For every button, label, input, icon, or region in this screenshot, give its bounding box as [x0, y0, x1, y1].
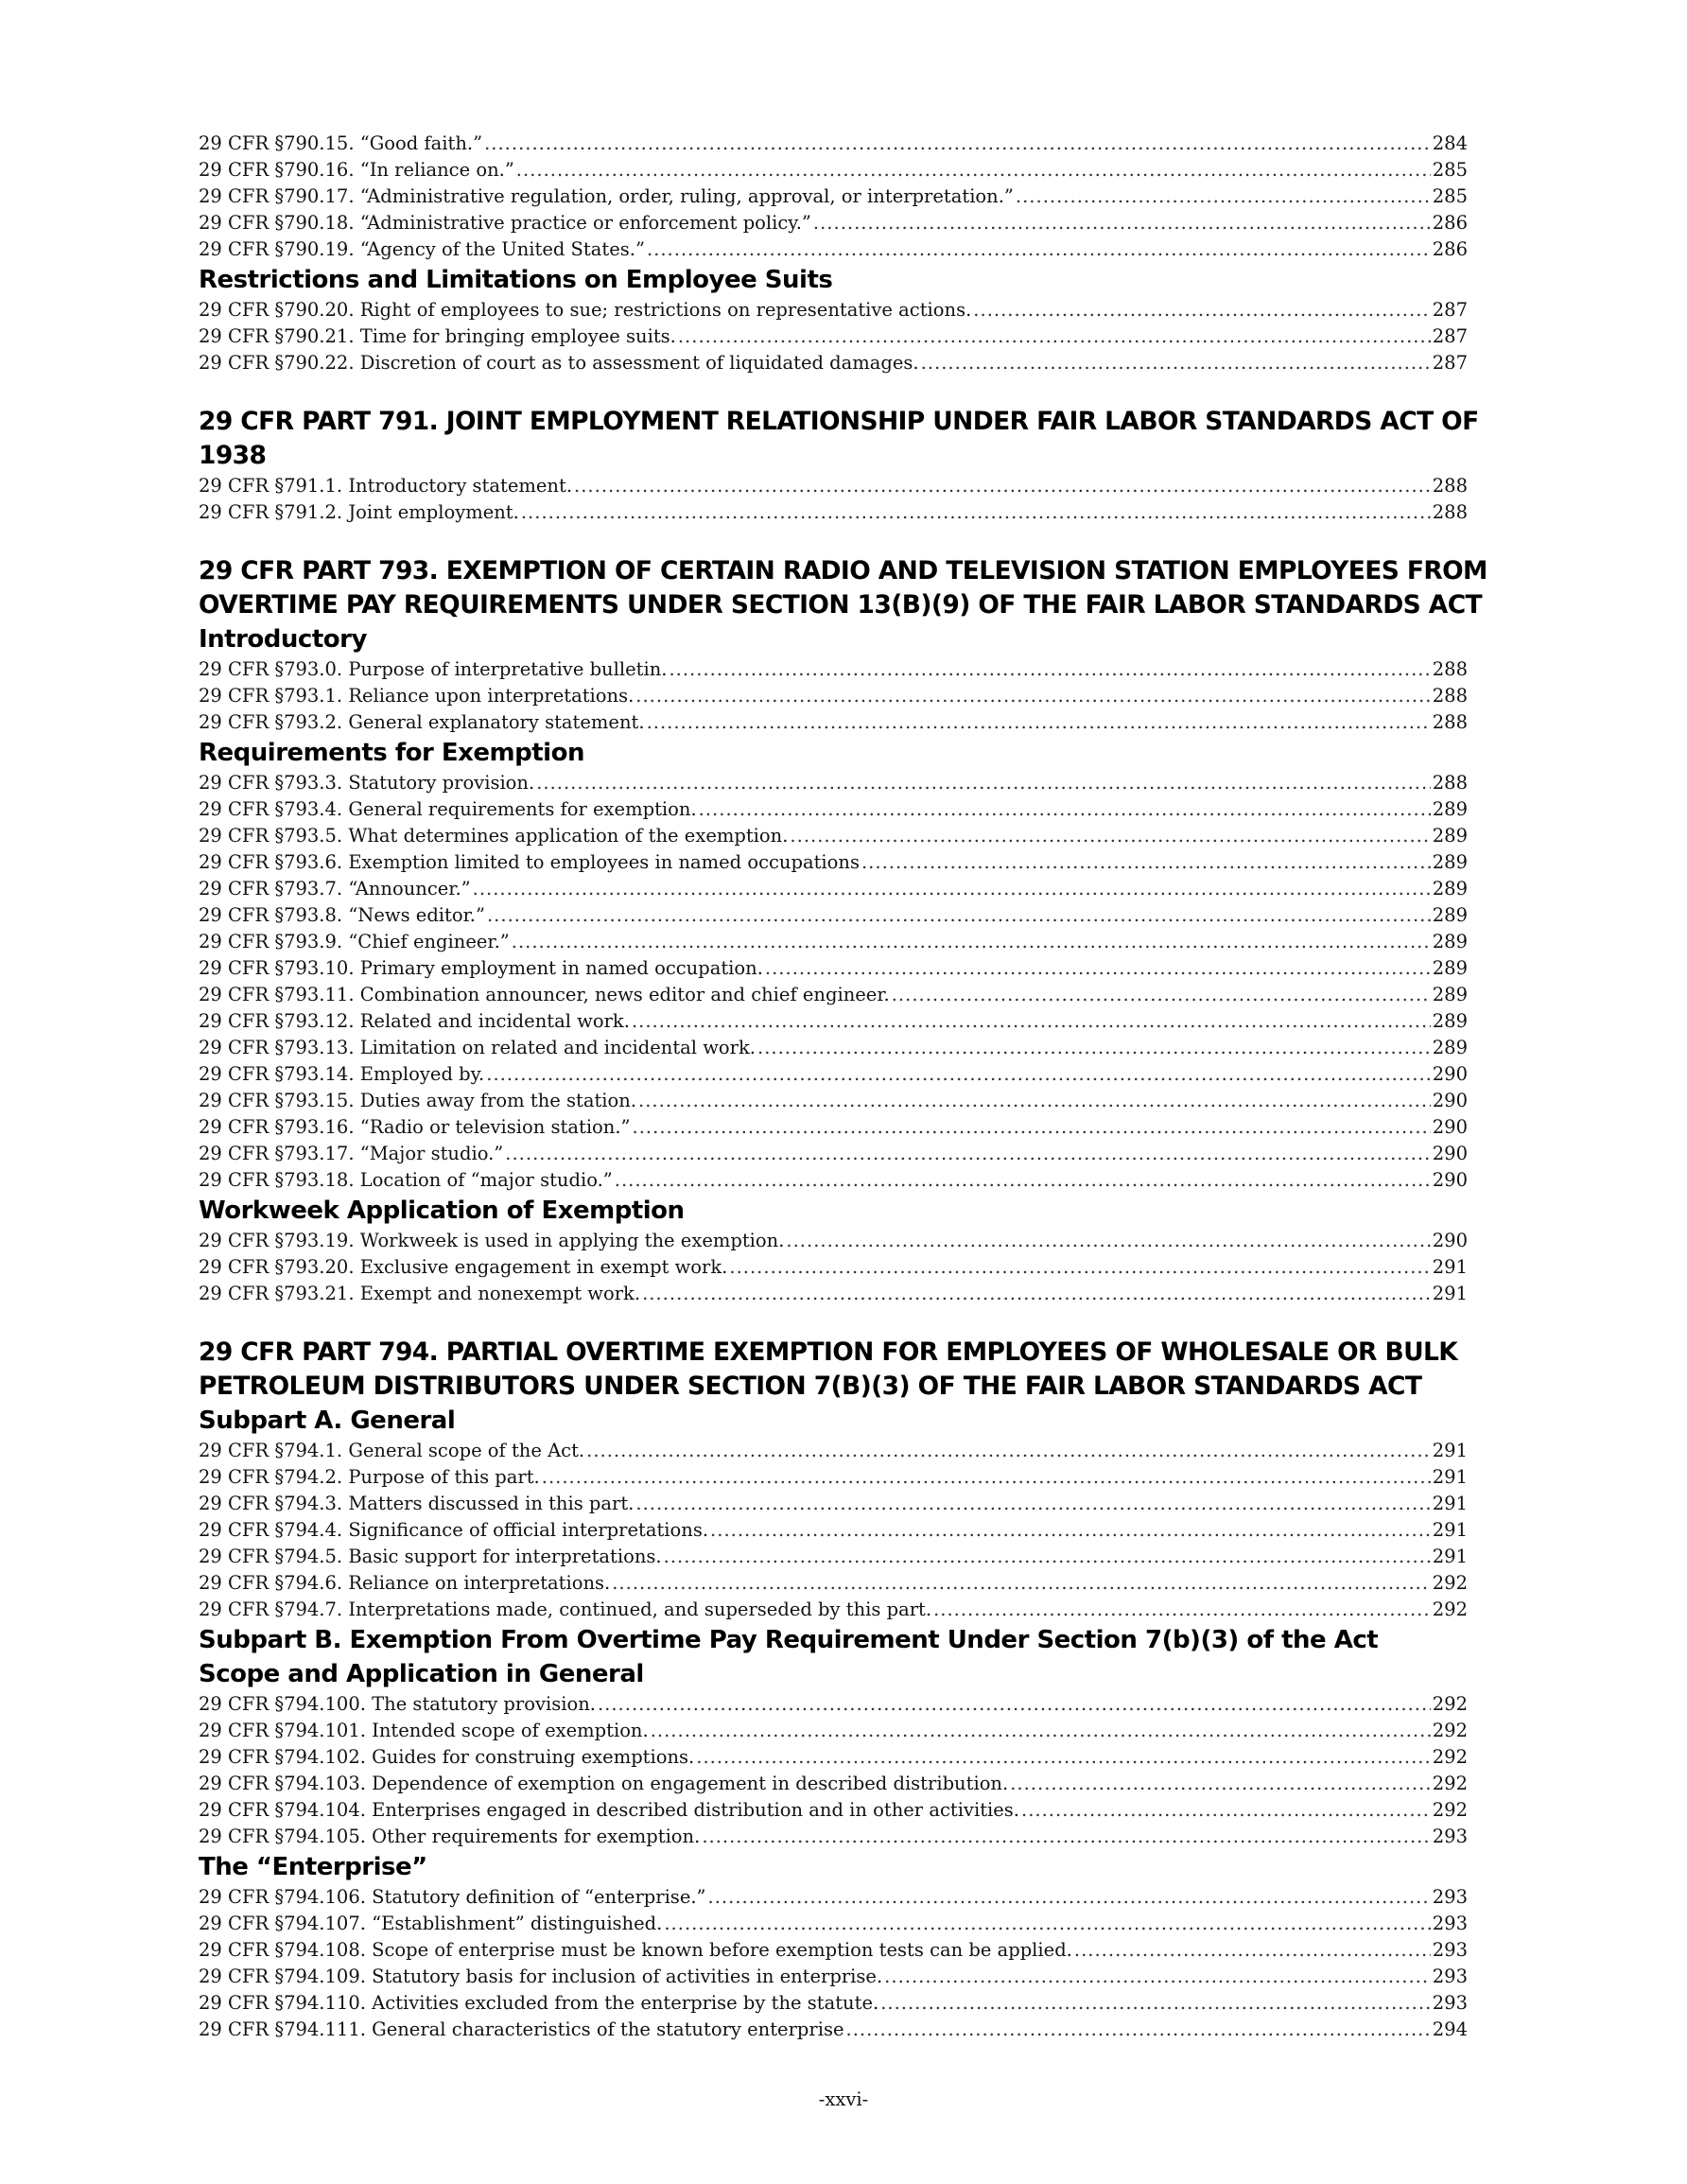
- dot-leader: [813, 210, 1431, 236]
- part-heading: [199, 1336, 1468, 1404]
- toc-entry[interactable]: [199, 1990, 1468, 2017]
- dot-leader: [536, 770, 1431, 796]
- entry-title: 29 CFR §794.5. Basic support for interpretations.: [199, 1546, 662, 1567]
- dot-leader: [615, 1167, 1431, 1194]
- entry-page-number: 291: [1432, 1493, 1468, 1514]
- entry-title: 29 CFR §793.9. “Chief engineer.”: [199, 931, 510, 952]
- toc-entry[interactable]: [199, 1035, 1468, 1061]
- toc-entry[interactable]: [199, 1114, 1468, 1141]
- dot-leader: [729, 1254, 1430, 1281]
- dot-leader: [696, 1744, 1431, 1771]
- entry-title: 29 CFR §793.6. Exemption limited to employees in named occupations: [199, 851, 860, 873]
- toc-entry[interactable]: [199, 297, 1468, 323]
- entry-title: 29 CFR §793.19. Workweek is used in applying the exemption.: [199, 1230, 785, 1251]
- dot-leader: [542, 1464, 1431, 1491]
- dot-leader: [473, 876, 1431, 902]
- toc-entry[interactable]: [199, 1964, 1468, 1990]
- dot-leader: [921, 350, 1431, 376]
- entry-page-number: 287: [1432, 299, 1468, 321]
- toc-entry[interactable]: [199, 1718, 1468, 1744]
- dot-leader: [612, 1570, 1431, 1597]
- entry-page-number: 291: [1432, 1440, 1468, 1461]
- dot-leader: [647, 236, 1431, 263]
- dot-leader: [790, 823, 1430, 849]
- toc-entry[interactable]: [199, 683, 1468, 709]
- toc-entry[interactable]: [199, 1824, 1468, 1850]
- entry-page-number: 289: [1432, 798, 1468, 820]
- entry-title: 29 CFR §793.17. “Major studio.”: [199, 1143, 504, 1164]
- entry-page-number: 290: [1432, 1090, 1468, 1111]
- entry-title: 29 CFR §790.16. “In reliance on.”: [199, 159, 514, 181]
- dot-leader: [1021, 1797, 1431, 1824]
- entry-page-number: 287: [1432, 325, 1468, 347]
- dot-leader: [632, 1008, 1431, 1035]
- entry-page-number: 292: [1432, 1746, 1468, 1768]
- dot-leader: [586, 1438, 1431, 1464]
- entry-title: 29 CFR §794.109. Statutory basis for inclusion of activities in enterprise.: [199, 1966, 883, 1987]
- section-heading: Introductory: [199, 625, 367, 654]
- part-heading-line: 29 CFR PART 791. JOINT EMPLOYMENT RELATIONSHIP UNDER FAIR LABOR STANDARDS ACT OF: [199, 407, 1479, 436]
- dot-leader: [892, 982, 1431, 1008]
- entry-page-number: 289: [1432, 1037, 1468, 1058]
- entry-page-number: 293: [1432, 1913, 1468, 1934]
- entry-title: 29 CFR §794.103. Dependence of exemption on engagement in described distribution.: [199, 1773, 1009, 1794]
- entry-page-number: 289: [1432, 957, 1468, 979]
- entry-page-number: 292: [1432, 1693, 1468, 1715]
- dot-leader: [664, 1544, 1431, 1570]
- toc-entry[interactable]: [199, 1254, 1468, 1281]
- entry-page-number: 289: [1432, 1010, 1468, 1032]
- dot-leader: [516, 157, 1431, 183]
- part-heading-line: 29 CFR PART 793. EXEMPTION OF CERTAIN RADIO AND TELEVISION STATION EMPLOYEES FROM: [199, 556, 1487, 585]
- entry-page-number: 286: [1432, 238, 1468, 260]
- entry-title: 29 CFR §794.1. General scope of the Act.: [199, 1440, 585, 1461]
- entry-page-number: 284: [1432, 132, 1468, 154]
- section-heading: Requirements for Exemption: [199, 739, 584, 767]
- dot-leader: [635, 1491, 1430, 1517]
- toc-entry[interactable]: [199, 1797, 1468, 1824]
- dot-leader: [487, 902, 1431, 929]
- dot-leader: [708, 1884, 1431, 1911]
- dot-leader: [638, 1088, 1431, 1114]
- toc-entry[interactable]: [199, 1167, 1468, 1194]
- entry-title: 29 CFR §793.11. Combination announcer, news editor and chief engineer.: [199, 984, 890, 1005]
- entry-title: 29 CFR §790.22. Discretion of court as to assessment of liquidated damages.: [199, 352, 919, 374]
- entry-title: 29 CFR §793.18. Location of “major studio.”: [199, 1169, 613, 1191]
- toc-entry[interactable]: [199, 876, 1468, 902]
- toc-entry[interactable]: [199, 1517, 1468, 1544]
- entry-page-number: 293: [1432, 1966, 1468, 1987]
- part-heading: [199, 405, 1479, 473]
- entry-page-number: 289: [1432, 904, 1468, 926]
- entry-title: 29 CFR §794.107. “Establishment” distinguished.: [199, 1913, 663, 1934]
- entry-title: 29 CFR §793.0. Purpose of interpretative bulletin.: [199, 658, 668, 680]
- dot-leader: [574, 473, 1431, 499]
- entry-title: 29 CFR §794.108. Scope of enterprise must be known before exemption tests can be applied.: [199, 1939, 1072, 1961]
- entry-page-number: 293: [1432, 1826, 1468, 1847]
- toc-entry[interactable]: [199, 1088, 1468, 1114]
- dot-leader: [633, 1114, 1431, 1141]
- toc-entry[interactable]: [199, 1771, 1468, 1797]
- toc-entry[interactable]: [199, 499, 1468, 526]
- entry-title: 29 CFR §794.105. Other requirements for exemption.: [199, 1826, 701, 1847]
- entry-title: 29 CFR §794.2. Purpose of this part.: [199, 1466, 540, 1488]
- entry-page-number: 292: [1432, 1599, 1468, 1620]
- entry-title: 29 CFR §794.4. Significance of official interpretations.: [199, 1519, 709, 1541]
- toc-entry[interactable]: [199, 1570, 1468, 1597]
- entry-title: 29 CFR §794.102. Guides for construing exemptions.: [199, 1746, 695, 1768]
- entry-title: 29 CFR §794.104. Enterprises engaged in described distribution and in other activities.: [199, 1799, 1020, 1821]
- toc-entry[interactable]: [199, 1744, 1468, 1771]
- entry-title: 29 CFR §793.5. What determines application of the exemption.: [199, 825, 789, 847]
- dot-leader: [884, 1964, 1431, 1990]
- entry-title: 29 CFR §794.111. General characteristics of the statutory enterprise: [199, 2018, 844, 2040]
- toc-entry[interactable]: [199, 982, 1468, 1008]
- entry-title: 29 CFR §793.4. General requirements for exemption.: [199, 798, 697, 820]
- entry-page-number: 292: [1432, 1572, 1468, 1594]
- entry-page-number: 288: [1432, 711, 1468, 733]
- entry-title: 29 CFR §793.2. General explanatory statement.: [199, 711, 645, 733]
- part-heading-line: PETROLEUM DISTRIBUTORS UNDER SECTION 7(B)(3) OF THE FAIR LABOR STANDARDS ACT: [199, 1372, 1422, 1401]
- entry-title: 29 CFR §794.6. Reliance on interpretations.: [199, 1572, 611, 1594]
- entry-page-number: 290: [1432, 1169, 1468, 1191]
- dot-leader: [1074, 1937, 1431, 1964]
- entry-title: 29 CFR §794.7. Interpretations made, continued, and superseded by this part.: [199, 1599, 932, 1620]
- entry-page-number: 287: [1432, 352, 1468, 374]
- dot-leader: [484, 131, 1431, 157]
- entry-title: 29 CFR §793.1. Reliance upon interpretations.: [199, 685, 635, 707]
- section-heading: Restrictions and Limitations on Employee Suits: [199, 266, 833, 294]
- dot-leader: [521, 499, 1431, 526]
- dot-leader: [664, 1911, 1430, 1937]
- dot-leader: [647, 709, 1431, 736]
- dot-leader: [699, 796, 1431, 823]
- entry-page-number: 291: [1432, 1256, 1468, 1278]
- toc-entry[interactable]: [199, 1937, 1468, 1964]
- toc-entry[interactable]: [199, 236, 1468, 263]
- entry-page-number: 288: [1432, 475, 1468, 497]
- entry-page-number: 288: [1432, 685, 1468, 707]
- toc-entry[interactable]: [199, 1141, 1468, 1167]
- toc-entry[interactable]: [199, 1438, 1468, 1464]
- section-heading: Scope and Application in General: [199, 1660, 644, 1688]
- toc-entry[interactable]: [199, 1061, 1468, 1088]
- entry-title: 29 CFR §790.17. “Administrative regulation, order, ruling, approval, or interpretation.”: [199, 185, 1014, 207]
- entry-title: 29 CFR §793.20. Exclusive engagement in exempt work.: [199, 1256, 728, 1278]
- entry-page-number: 290: [1432, 1143, 1468, 1164]
- dot-leader: [861, 849, 1431, 876]
- dot-leader: [757, 1035, 1431, 1061]
- toc-entry[interactable]: [199, 2017, 1468, 2043]
- toc-entry[interactable]: [199, 1884, 1468, 1911]
- page-number: -xxvi-: [818, 2088, 869, 2110]
- entry-title: 29 CFR §793.14. Employed by.: [199, 1063, 485, 1085]
- entry-title: 29 CFR §794.100. The statutory provision.: [199, 1693, 596, 1715]
- entry-title: 29 CFR §790.21. Time for bringing employee suits.: [199, 325, 676, 347]
- dot-leader: [702, 1824, 1430, 1850]
- entry-page-number: 293: [1432, 1992, 1468, 2014]
- toc-entry[interactable]: [199, 656, 1468, 683]
- entry-page-number: 289: [1432, 878, 1468, 900]
- toc-entry[interactable]: [199, 350, 1468, 376]
- entry-page-number: 290: [1432, 1063, 1468, 1085]
- entry-title: 29 CFR §793.10. Primary employment in named occupation.: [199, 957, 763, 979]
- entry-page-number: 286: [1432, 212, 1468, 234]
- part-heading: [199, 554, 1487, 622]
- dot-leader: [710, 1517, 1431, 1544]
- entry-page-number: 291: [1432, 1466, 1468, 1488]
- part-heading-line: 1938: [199, 441, 267, 470]
- toc-entry[interactable]: [199, 955, 1468, 982]
- entry-page-number: 291: [1432, 1546, 1468, 1567]
- dot-leader: [1010, 1771, 1431, 1797]
- dot-leader: [651, 1718, 1431, 1744]
- dot-leader: [598, 1691, 1431, 1718]
- entry-title: 29 CFR §793.7. “Announcer.”: [199, 878, 471, 900]
- dot-leader: [642, 1281, 1431, 1307]
- entry-title: 29 CFR §793.13. Limitation on related and incidental work.: [199, 1037, 757, 1058]
- dot-leader: [669, 656, 1430, 683]
- entry-page-number: 292: [1432, 1720, 1468, 1741]
- dot-leader: [635, 683, 1430, 709]
- toc-entry[interactable]: [199, 823, 1468, 849]
- dot-leader: [933, 1597, 1431, 1623]
- entry-title: 29 CFR §790.19. “Agency of the United States.”: [199, 238, 645, 260]
- entry-title: 29 CFR §791.1. Introductory statement.: [199, 475, 573, 497]
- dot-leader: [486, 1061, 1431, 1088]
- entry-page-number: 290: [1432, 1116, 1468, 1138]
- toc-entry[interactable]: [199, 1008, 1468, 1035]
- toc-entry[interactable]: [199, 131, 1468, 157]
- part-heading-line: 29 CFR PART 794. PARTIAL OVERTIME EXEMPTION FOR EMPLOYEES OF WHOLESALE OR BULK: [199, 1337, 1458, 1367]
- entry-title: 29 CFR §790.18. “Administrative practice or enforcement policy.”: [199, 212, 811, 234]
- entry-title: 29 CFR §794.101. Intended scope of exemption.: [199, 1720, 649, 1741]
- toc-entry[interactable]: [199, 902, 1468, 929]
- dot-leader: [846, 2017, 1431, 2043]
- section-heading: The “Enterprise”: [199, 1853, 427, 1881]
- entry-title: 29 CFR §793.15. Duties away from the station.: [199, 1090, 637, 1111]
- toc-entry[interactable]: [199, 770, 1468, 796]
- table-of-contents: [199, 131, 1487, 2043]
- part-heading-line: OVERTIME PAY REQUIREMENTS UNDER SECTION 13(B)(9) OF THE FAIR LABOR STANDARDS ACT: [199, 590, 1483, 620]
- toc-entry[interactable]: [199, 1464, 1468, 1491]
- entry-page-number: 288: [1432, 658, 1468, 680]
- dot-leader: [786, 1228, 1430, 1254]
- entry-page-number: 285: [1432, 159, 1468, 181]
- section-heading: Workweek Application of Exemption: [199, 1197, 685, 1225]
- entry-page-number: 291: [1432, 1519, 1468, 1541]
- entry-title: 29 CFR §794.110. Activities excluded from the enterprise by the statute.: [199, 1992, 879, 2014]
- entry-title: 29 CFR §794.106. Statutory definition of “enterprise.”: [199, 1886, 706, 1908]
- entry-page-number: 290: [1432, 1230, 1468, 1251]
- entry-page-number: 292: [1432, 1773, 1468, 1794]
- entry-page-number: 293: [1432, 1939, 1468, 1961]
- entry-title: 29 CFR §793.3. Statutory provision.: [199, 772, 535, 794]
- entry-title: 29 CFR §790.15. “Good faith.”: [199, 132, 483, 154]
- toc-entry[interactable]: [199, 1228, 1468, 1254]
- entry-title: 29 CFR §793.12. Related and incidental work.: [199, 1010, 630, 1032]
- dot-leader: [512, 929, 1431, 955]
- entry-title: 29 CFR §790.20. Right of employees to sue; restrictions on representative actions.: [199, 299, 972, 321]
- toc-entry[interactable]: [199, 796, 1468, 823]
- entry-page-number: 289: [1432, 984, 1468, 1005]
- entry-title: 29 CFR §794.3. Matters discussed in this part.: [199, 1493, 635, 1514]
- section-heading: Subpart A. General: [199, 1406, 456, 1435]
- toc-entry[interactable]: [199, 323, 1468, 350]
- entry-title: 29 CFR §791.2. Joint employment.: [199, 501, 519, 523]
- dot-leader: [505, 1141, 1430, 1167]
- entry-title: 29 CFR §793.8. “News editor.”: [199, 904, 485, 926]
- dot-leader: [880, 1990, 1431, 2017]
- toc-entry[interactable]: [199, 210, 1468, 236]
- toc-entry[interactable]: [199, 929, 1468, 955]
- toc-entry[interactable]: [199, 1911, 1468, 1937]
- entry-page-number: 289: [1432, 825, 1468, 847]
- toc-entry[interactable]: [199, 709, 1468, 736]
- toc-entry[interactable]: [199, 1691, 1468, 1718]
- entry-title: 29 CFR §793.21. Exempt and nonexempt work.: [199, 1283, 641, 1304]
- dot-leader: [1016, 183, 1431, 210]
- entry-page-number: 285: [1432, 185, 1468, 207]
- dot-leader: [765, 955, 1431, 982]
- entry-title: 29 CFR §793.16. “Radio or television station.”: [199, 1116, 631, 1138]
- section-heading: Subpart B. Exemption From Overtime Pay Requirement Under Section 7(b)(3) of the Act: [199, 1626, 1379, 1654]
- dot-leader: [973, 297, 1430, 323]
- toc-entry[interactable]: [199, 183, 1468, 210]
- entry-page-number: 289: [1432, 851, 1468, 873]
- entry-page-number: 289: [1432, 931, 1468, 952]
- entry-page-number: 294: [1432, 2018, 1468, 2040]
- entry-page-number: 288: [1432, 772, 1468, 794]
- toc-entry[interactable]: [199, 473, 1468, 499]
- entry-page-number: 291: [1432, 1283, 1468, 1304]
- toc-entry[interactable]: [199, 1491, 1468, 1517]
- toc-entry[interactable]: [199, 157, 1468, 183]
- toc-entry[interactable]: [199, 849, 1468, 876]
- toc-entry[interactable]: [199, 1544, 1468, 1570]
- entry-page-number: 288: [1432, 501, 1468, 523]
- dot-leader: [678, 323, 1431, 350]
- entry-page-number: 293: [1432, 1886, 1468, 1908]
- toc-entry[interactable]: [199, 1597, 1468, 1623]
- entry-page-number: 292: [1432, 1799, 1468, 1821]
- toc-entry[interactable]: [199, 1281, 1468, 1307]
